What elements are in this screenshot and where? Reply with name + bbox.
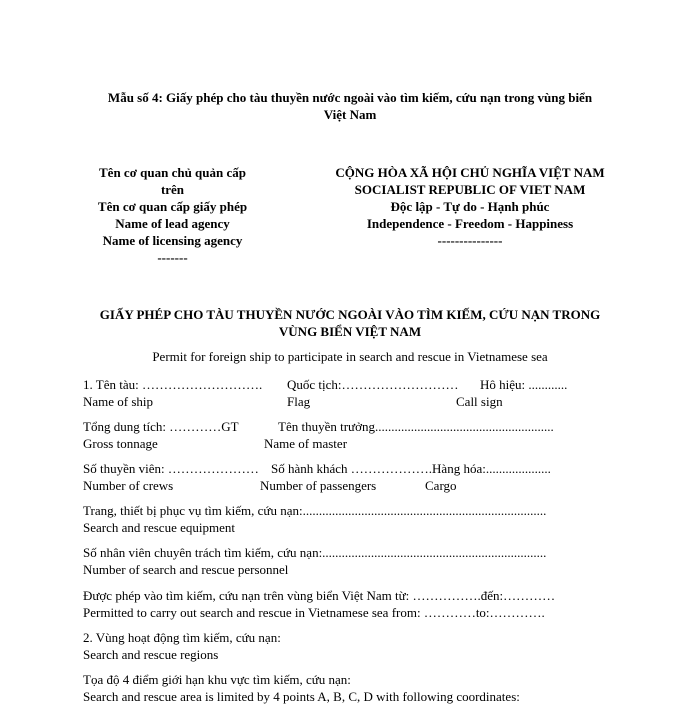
- crew-field: Số thuyền viên: …………………: [83, 461, 259, 476]
- permitted-period-field: Được phép vào tìm kiếm, cứu nạn trên vùng biển Việt Nam từ: …………….đến:…………: [83, 588, 556, 603]
- form-title-line2: Việt Nam: [323, 107, 377, 122]
- coordinates-heading: Tọa độ 4 điểm giới hạn khu vực tìm kiếm, cứu nạn:: [83, 672, 351, 687]
- permit-title-line1: GIẤY PHÉP CHO TÀU THUYỀN NƯỚC NGOÀI VÀO TÌM KIẾM, CỨU NẠN TRONG: [99, 307, 601, 322]
- left-header-line: Tên cơ quan cấp giấy phép: [97, 199, 248, 214]
- personnel-label-en: Number of search and rescue personnel: [83, 562, 289, 577]
- tonnage-label-en: Gross tonnage: [83, 436, 158, 451]
- coordinates-heading-en: Search and rescue area is limited by 4 points A, B, C, D with following coordinates:: [83, 689, 520, 704]
- crew-label-en: Number of crews: [83, 478, 174, 493]
- left-header-line: Tên cơ quan chủ quản cấp: [99, 165, 246, 180]
- left-header-line: trên: [160, 182, 185, 197]
- motto-en: Independence - Freedom - Happiness: [366, 216, 574, 231]
- call-sign-label-en: Call sign: [456, 394, 503, 409]
- regions-heading-en: Search and rescue regions: [83, 647, 219, 662]
- cargo-label-en: Cargo: [425, 478, 457, 493]
- national-title-en: SOCIALIST REPUBLIC OF VIET NAM: [354, 182, 586, 197]
- passengers-label-en: Number of passengers: [260, 478, 377, 493]
- ship-name-field: 1. Tên tàu: ……………………….: [83, 377, 263, 392]
- flag-label-en: Flag: [287, 394, 311, 409]
- national-title: CỘNG HÒA XÃ HỘI CHỦ NGHĨA VIỆT NAM: [335, 165, 605, 180]
- nationality-field: Quốc tịch:………………………: [287, 377, 459, 392]
- permitted-period-label-en: Permitted to carry out search and rescue in Vietnamese sea from: …………to:………….: [83, 605, 545, 620]
- passengers-cargo-field: Số hành khách ……………….Hàng hóa:....................: [271, 461, 551, 476]
- personnel-field: Số nhân viên chuyên trách tìm kiếm, cứu nạn:.....................................................................: [83, 545, 547, 560]
- form-title-line1: Mẫu số 4: Giấy phép cho tàu thuyền nước ngoài vào tìm kiếm, cứu nạn trong vùng biển: [107, 90, 593, 105]
- equipment-label-en: Search and rescue equipment: [83, 520, 235, 535]
- ship-name-label-en: Name of ship: [83, 394, 154, 409]
- master-label-en: Name of master: [264, 436, 348, 451]
- equipment-field: Trang, thiết bị phục vụ tìm kiếm, cứu nạn:...........................................................................: [83, 503, 547, 518]
- call-sign-field: Hô hiệu: ............: [480, 377, 568, 392]
- left-header-line: Name of lead agency: [115, 216, 230, 231]
- motto: Độc lập - Tự do - Hạnh phúc: [390, 199, 550, 214]
- permit-subtitle: Permit for foreign ship to participate in search and rescue in Vietnamese sea: [152, 349, 548, 364]
- left-header-divider: -------: [157, 250, 188, 265]
- permit-title-line2: VÙNG BIỂN VIỆT NAM: [278, 324, 422, 339]
- left-header-line: Name of licensing agency: [102, 233, 243, 248]
- master-field: Tên thuyền trưởng.......................................................: [278, 419, 554, 434]
- regions-heading: 2. Vùng hoạt động tìm kiếm, cứu nạn:: [83, 630, 281, 645]
- tonnage-field: Tổng dung tích: …………GT: [83, 419, 239, 434]
- right-header-divider: ---------------: [437, 233, 503, 248]
